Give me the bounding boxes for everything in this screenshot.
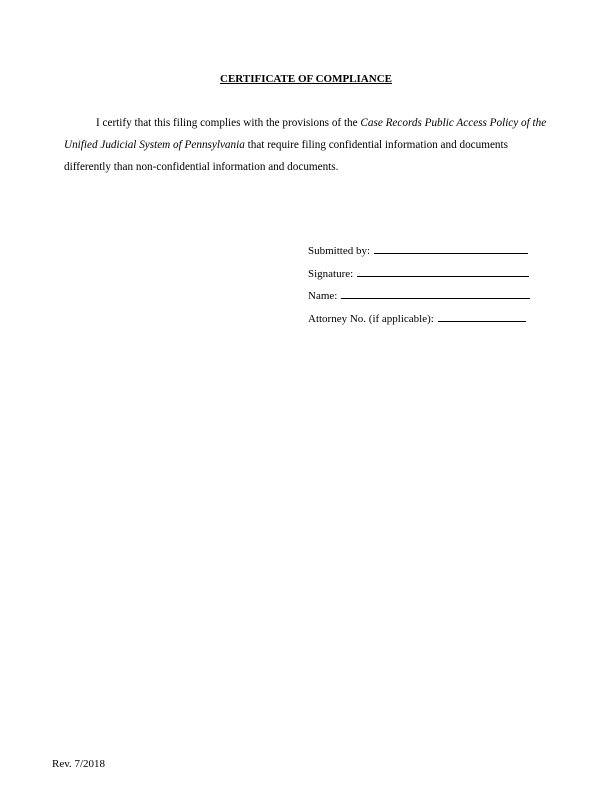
attorney-number-field[interactable] xyxy=(438,311,526,322)
name-label: Name: xyxy=(308,290,338,302)
certification-paragraph xyxy=(64,112,554,178)
submitted-by-field[interactable] xyxy=(374,243,528,254)
submitted-by-label: Submitted by: xyxy=(308,245,371,257)
submitted-by-row xyxy=(308,240,548,263)
paragraph-text-end: that require filing confidential information and documents differently than non-confidential information and documents. xyxy=(64,139,508,173)
signature-row xyxy=(308,263,548,286)
paragraph-text-start: I certify that this filing complies with the provisions of the xyxy=(96,117,361,129)
name-row xyxy=(308,285,548,308)
revision-footer: Rev. 7/2018 xyxy=(52,758,106,770)
page-title: CERTIFICATE OF COMPLIANCE xyxy=(220,73,392,85)
policy-name: Case Records Public Access Policy of the Unified Judicial System of Pennsylvania xyxy=(64,117,547,151)
attorney-number-label: Attorney No. (if applicable): xyxy=(308,312,434,325)
signature-block xyxy=(308,240,548,330)
signature-label: Signature: xyxy=(308,267,354,280)
attorney-number-row xyxy=(308,308,548,331)
name-field[interactable] xyxy=(341,288,530,299)
signature-field[interactable] xyxy=(357,266,529,277)
